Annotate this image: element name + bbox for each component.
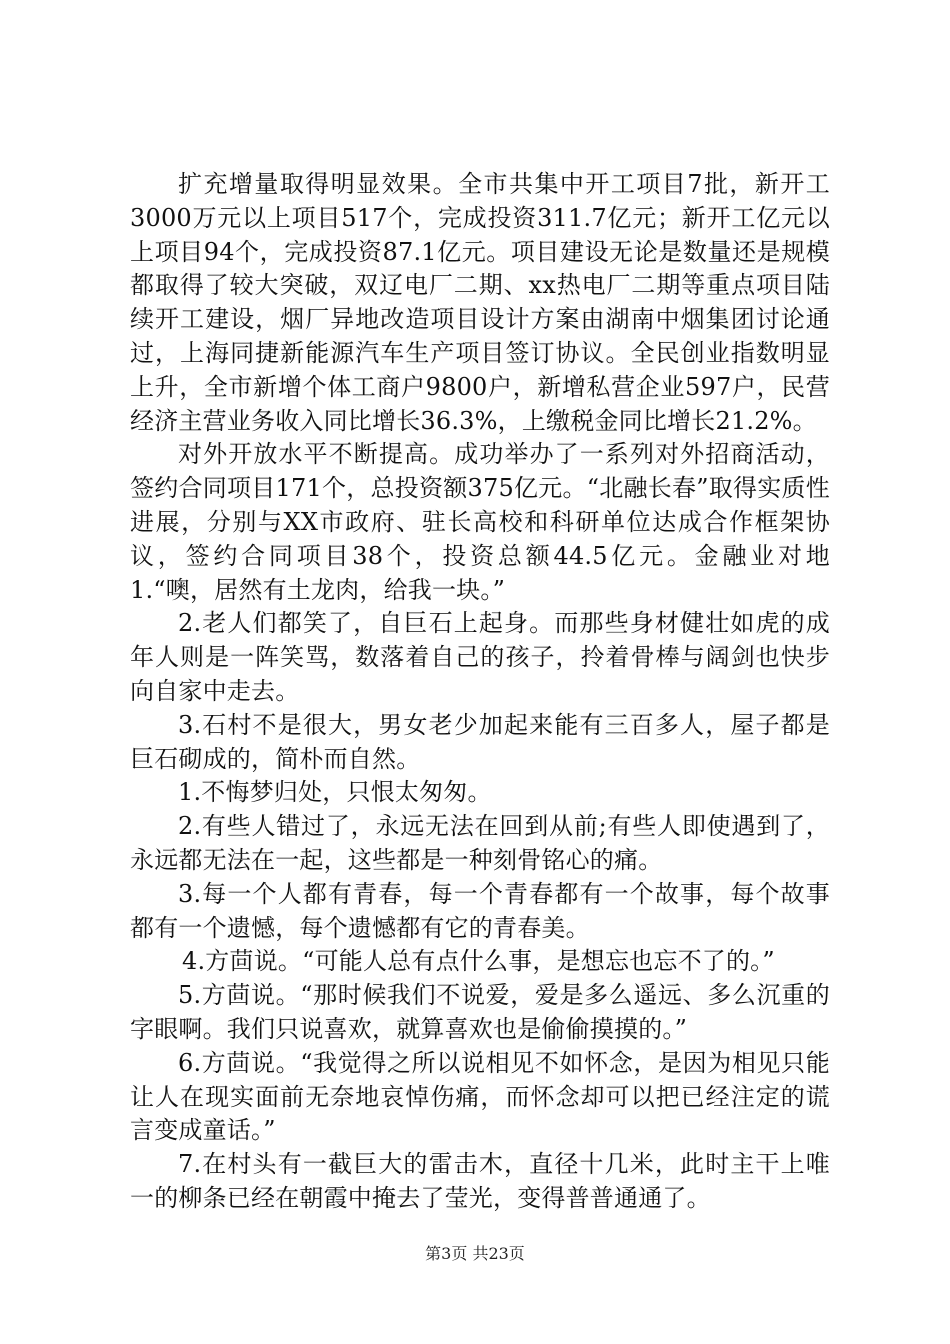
- paragraph: 5.方茴说。“那时候我们不说爱，爱是多么遥远、多么沉重的字眼啊。我们只说喜欢，就算喜欢也是偷偷摸摸的。”: [130, 981, 830, 1043]
- document-body: [130, 168, 830, 1216]
- paragraph: 扩充增量取得明显效果。全市共集中开工项目7批，新开工3000万元以上项目517个，完成投资311.7亿元；新开工亿元以上项目94个，完成投资87.1亿元。项目建设无论是数量还是规模都取得了较大突破，双辽电厂二期、xx热电厂二期等重点项目陆续开工建设，烟厂异地改造项目设计方案由湖南中烟集团讨论通过，上海同捷新能源汽车生产项目签订协议。全民创业指数明显上升，全市新增个体工商户9800户，新增私营企业597户，民营经济主营业务收入同比增长36.3%，上缴税金同比增长21.2%。: [130, 170, 830, 435]
- page-number-footer: 第3页 共23页: [425, 1244, 525, 1263]
- paragraph: 7.在村头有一截巨大的雷击木，直径十几米，此时主干上唯一的柳条已经在朝霞中掩去了莹光，变得普普通通了。: [130, 1150, 830, 1212]
- paragraph: 3.石村不是很大，男女老少加起来能有三百多人，屋子都是巨石砌成的，简朴而自然。: [130, 710, 830, 773]
- paragraph: 2.老人们都笑了，自巨石上起身。而那些身材健壮如虎的成年人则是一阵笑骂，数落着自己的孩子，拎着骨棒与阔剑也快步向自家中走去。: [130, 609, 830, 705]
- paragraph: 对外开放水平不断提高。成功举办了一系列对外招商活动，签约合同项目171个，总投资额375亿元。“北融长春”取得实质性进展，分别与XX市政府、驻长高校和科研单位达成合作框架协议，签约合同项目38个，投资总额44.5亿元。金融业对地1.“噢，居然有土龙肉，给我一块。”: [130, 440, 830, 604]
- paragraph: 6.方茴说。“我觉得之所以说相见不如怀念，是因为相见只能让人在现实面前无奈地哀悼伤痛，而怀念却可以把已经注定的谎言变成童话。”: [130, 1048, 830, 1145]
- paragraph: 3.每一个人都有青春，每一个青春都有一个故事，每个故事都有一个遗憾，每个遗憾都有它的青春美。: [130, 879, 830, 942]
- paragraph: 2.有些人错过了，永远无法在回到从前;有些人即使遇到了，永远都无法在一起，这些都是一种刻骨铭心的痛。: [130, 812, 830, 874]
- paragraph: 4.方茴说。“可能人总有点什么事，是想忘也忘不了的。”: [182, 947, 775, 976]
- paragraph: 1.不悔梦归处，只恨太匆匆。: [178, 778, 492, 807]
